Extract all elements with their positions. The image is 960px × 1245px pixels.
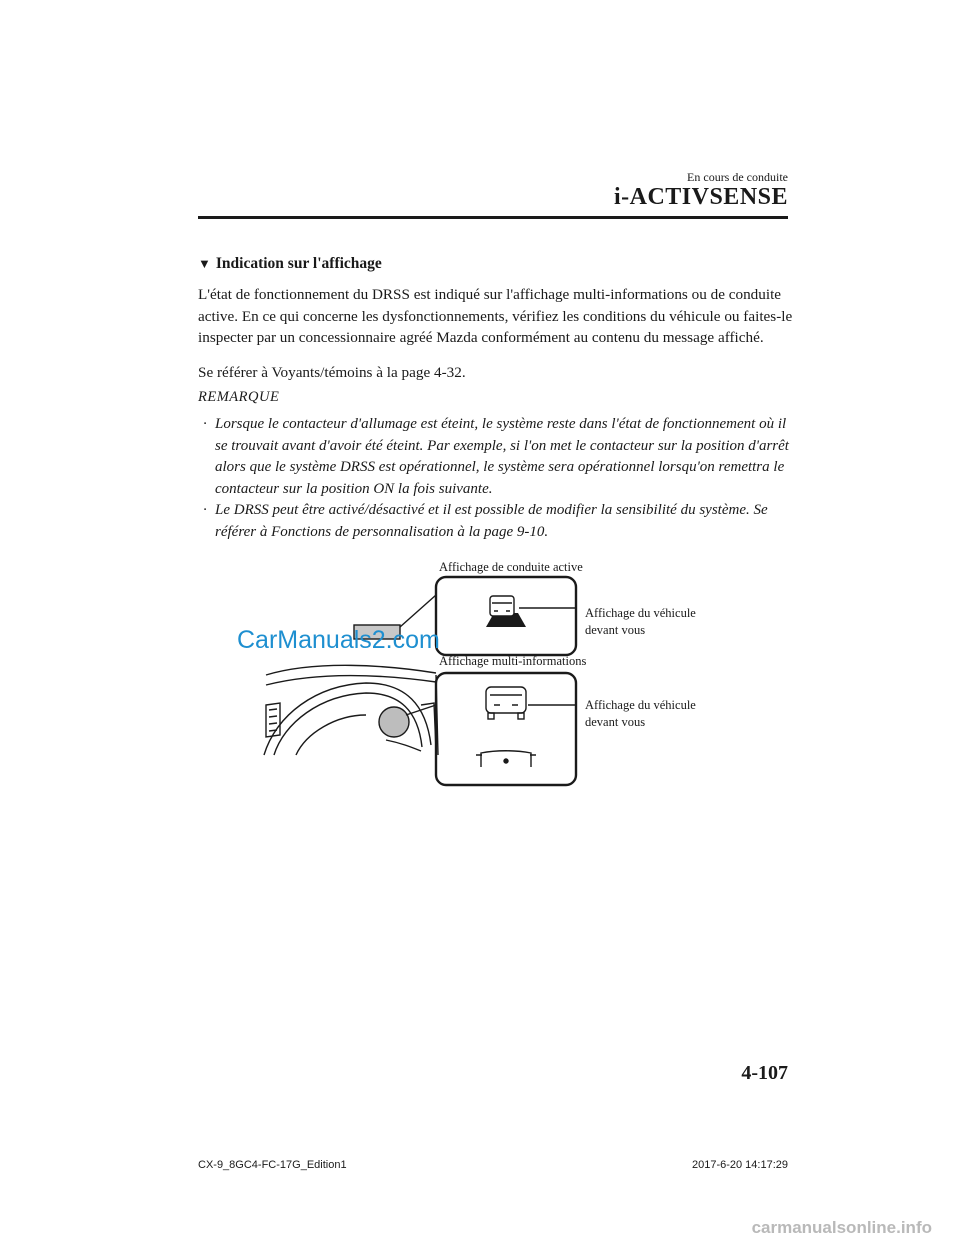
leader-multi: [406, 705, 436, 715]
label-active-display: Affichage de conduite active: [439, 560, 583, 574]
site-watermark-link[interactable]: carmanualsonline.info: [751, 1218, 932, 1237]
paragraph-status: L'état de fonctionnement du DRSS est indiqué sur l'affichage multi-informations ou de conduite active. En ce qui concerne les dysfonctionnements, vérifiez les conditions du véhicule ou faites-le inspecter par un concessionnaire agréé Mazda conformément au contenu du message affiché.: [198, 286, 793, 346]
note-text-2: Le DRSS peut être activé/désactivé et il est possible de modifier la sensibilité du système. Se référer à Fonctions de personnalisation à la page 9-10.: [215, 502, 768, 540]
paragraph-reference: Se référer à Voyants/témoins à la page 4-32.: [198, 364, 466, 381]
bullet-icon: ·: [203, 502, 207, 518]
leader-active: [400, 595, 436, 627]
watermark-link[interactable]: CarManuals2.com: [237, 626, 440, 654]
note-text-1: Lorsque le contacteur d'allumage est éteint, le système reste dans l'état de fonctionnement où il se trouvait avant d'avoir été éteint. Par exemple, si l'on met le contacteur sur la position d'arrêt alors que le système DRSS est opérationnel, le système sera opérationnel lorsqu'on remettra le contacteur sur la position ON la fois suivante.: [215, 416, 789, 497]
note-item-2: [203, 500, 793, 543]
footer-edition: CX-9_8GC4-FC-17G_Edition1: [198, 1159, 347, 1171]
label-vehicle-ahead-multi-line1: Affichage du véhicule: [585, 698, 696, 712]
label-vehicle-ahead-active: [585, 605, 696, 639]
label-vehicle-ahead-multi-line2: devant vous: [585, 715, 646, 729]
header-section-title: i-ACTIVSENSE: [613, 184, 788, 210]
header-rule: [198, 216, 788, 219]
multi-display-box: [436, 673, 576, 785]
section-heading: [198, 255, 382, 273]
label-vehicle-ahead-multi: [585, 697, 696, 731]
header-chapter: En cours de conduite: [687, 170, 788, 184]
note-item-1: [203, 414, 793, 500]
footer-timestamp: 2017-6-20 14:17:29: [691, 1159, 788, 1171]
label-vehicle-ahead-active-line2: devant vous: [585, 623, 646, 637]
bullet-icon: ·: [203, 416, 207, 432]
active-display-box: [436, 577, 576, 655]
label-vehicle-ahead-active-line1: Affichage du véhicule: [585, 606, 696, 620]
dashboard-illustration: [236, 555, 736, 795]
label-multi-display: Affichage multi-informations: [439, 654, 587, 668]
heading-marker-icon: ▼: [198, 256, 211, 271]
section-heading-text: Indication sur l'affichage: [215, 255, 382, 272]
page-number: 4-107: [741, 1062, 788, 1084]
note-title: REMARQUE: [198, 389, 280, 405]
